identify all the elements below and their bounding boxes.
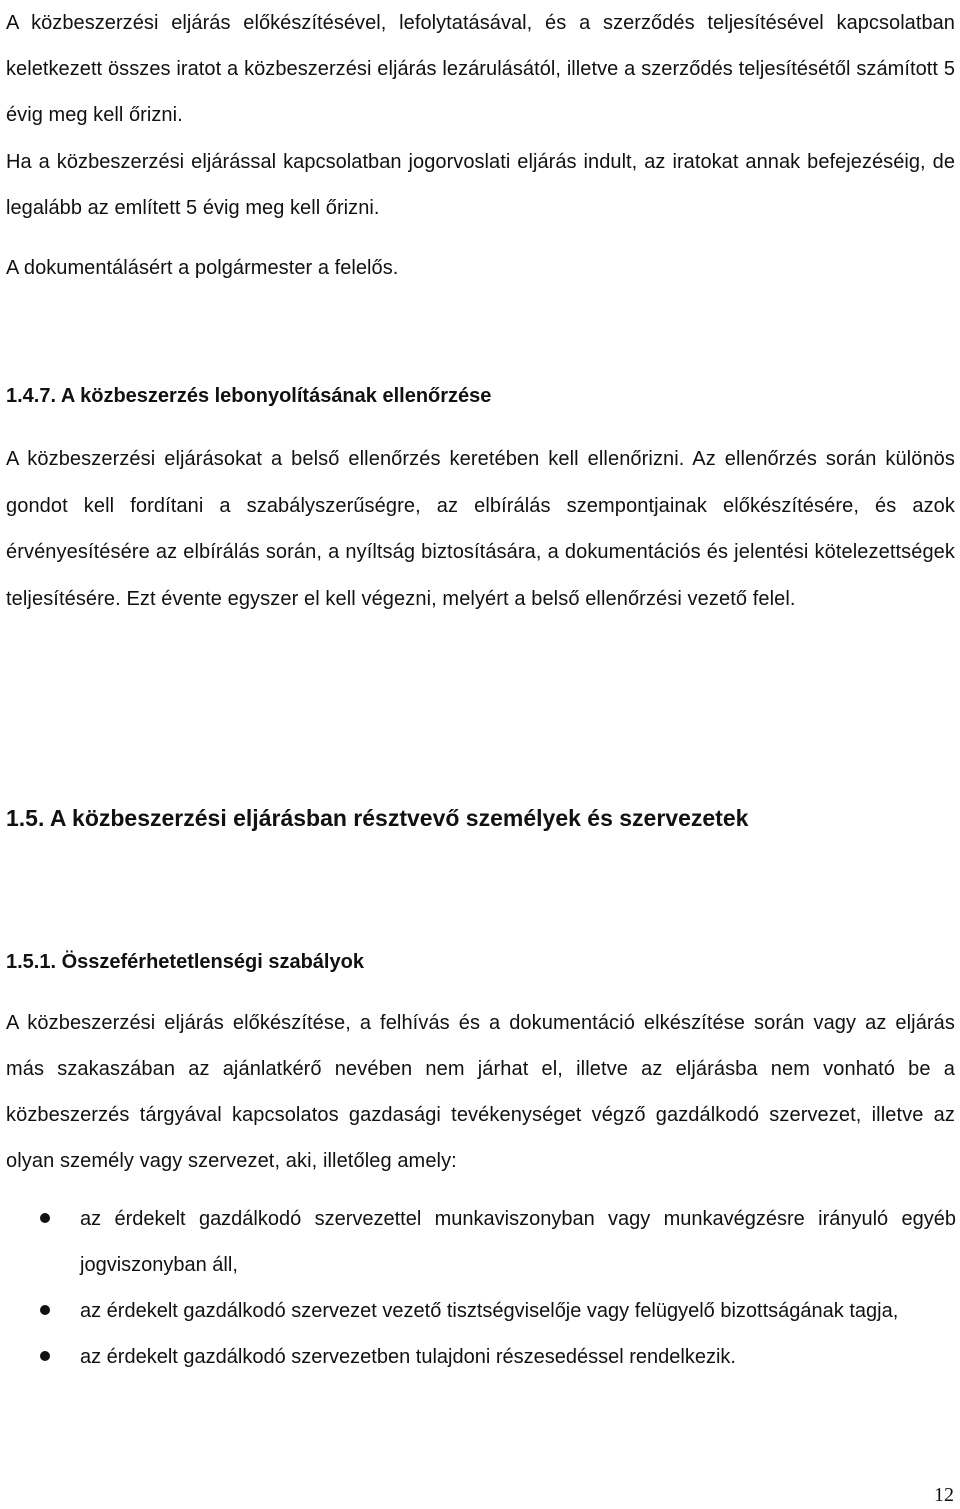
list-item [0, 1288, 956, 1334]
bullet-icon [40, 1213, 50, 1223]
paragraph-document-retention: A közbeszerzési eljárás előkészítésével, lefolytatásával, és a szerződés teljesítésével kapcsolatban keletkezett összes iratot a közbeszerzési eljárás lezárulásától, illetve a szerződés teljesítésétől számított 5 évig meg kell őrizni. [6, 12, 955, 126]
bullet-icon [40, 1351, 50, 1361]
paragraph-internal-audit: A közbeszerzési eljárásokat a belső ellenőrzés keretében kell ellenőrizni. Az ellenőrzés során különös gondot kell fordítani a szabályszerűségre, az elbírálás szempontjainak előkészítésére, és azok érvényesítésére az elbírálás során, a nyíltság biztosítására, a dokumentációs és jelentési kötelezettségek teljesítésére. Ezt évente egyszer el kell végezni, melyért a belső ellenőrzési vezető felel. [6, 448, 955, 610]
section-heading-1-5: 1.5. A közbeszerzési eljárásban résztvevő személyek és szervezetek [6, 805, 749, 831]
conflict-criteria-list [0, 1196, 960, 1380]
list-item [0, 1196, 956, 1288]
section-heading-1-4-7: 1.4.7. A közbeszerzés lebonyolításának ellenőrzése [6, 385, 492, 407]
list-item-text: az érdekelt gazdálkodó szervezetben tulajdoni részesedéssel rendelkezik. [80, 1346, 736, 1368]
list-item [0, 1334, 956, 1380]
bullet-icon [40, 1305, 50, 1315]
list-item-text: az érdekelt gazdálkodó szervezet vezető tisztségviselője vagy felügyelő bizottságának tagja, [80, 1300, 899, 1322]
list-item-text: az érdekelt gazdálkodó szervezettel munkaviszonyban vagy munkavégzésre irányuló egyéb jogviszonyban áll, [80, 1208, 956, 1276]
paragraph-conflict-of-interest: A közbeszerzési eljárás előkészítése, a felhívás és a dokumentáció elkészítése során vagy az eljárás más szakaszában az ajánlatkérő nevében nem járhat el, illetve az eljárásba nem vonható be a közbeszerzés tárgyával kapcsolatos gazdasági tevékenységet végző gazdálkodó szervezet, illetve az olyan személy vagy szervezet, aki, illetőleg amely: [6, 1012, 955, 1172]
page-number: 12 [934, 1484, 954, 1506]
section-heading-1-5-1: 1.5.1. Összeférhetetlenségi szabályok [6, 951, 364, 973]
paragraph-responsibility: A dokumentálásért a polgármester a felelős. [6, 257, 399, 279]
paragraph-legal-remedy: Ha a közbeszerzési eljárással kapcsolatban jogorvoslati eljárás indult, az iratokat annak befejezéséig, de legalább az említett 5 évig meg kell őrizni. [6, 151, 955, 219]
